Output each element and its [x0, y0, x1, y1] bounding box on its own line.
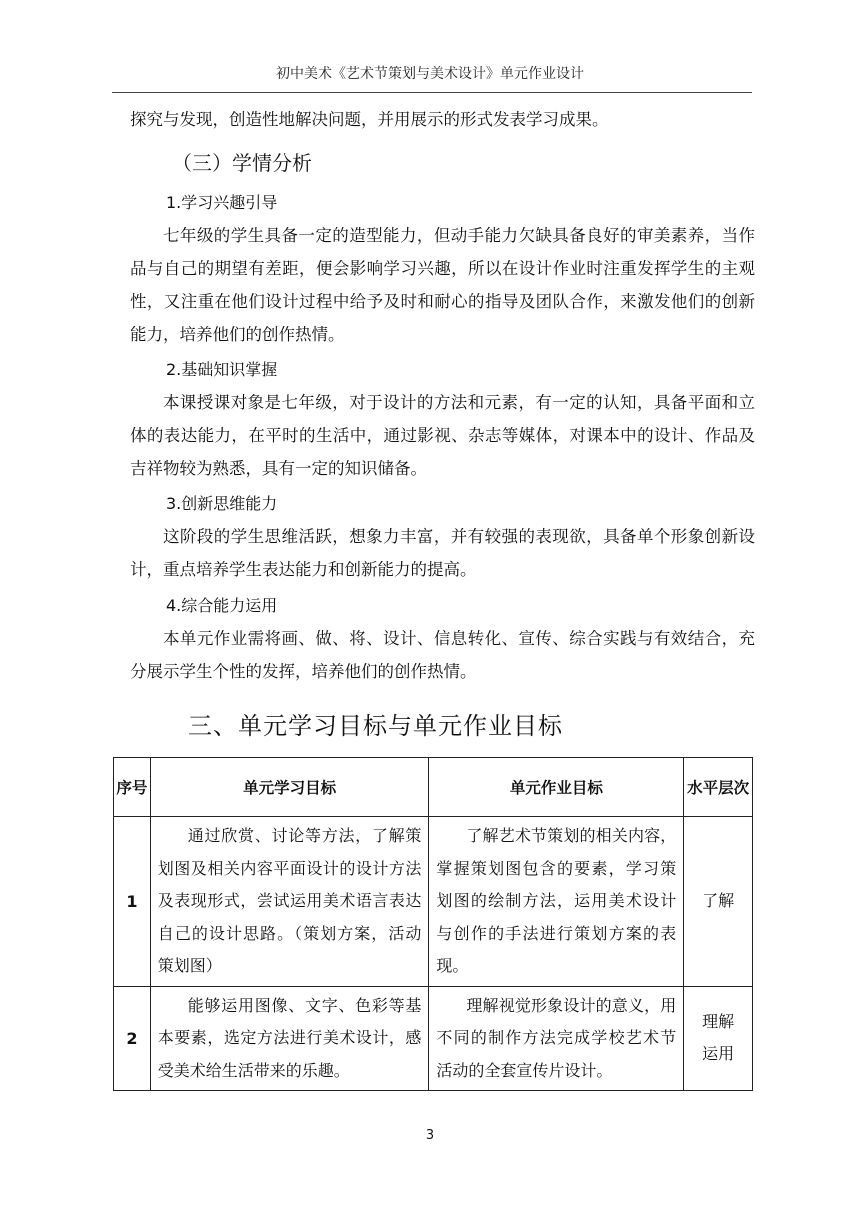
- page-header: 初中美术《艺术节策划与美术设计》单元作业设计: [276, 66, 584, 82]
- paragraph-creativity: 这阶段的学生思维活跃，想象力丰富，并有较强的表现欲，具备单个形象创新设计，重点培养学生表达能力和创新能力的提高。: [130, 527, 755, 579]
- subheading-creativity: 3.创新思维能力: [166, 494, 278, 513]
- header-cell-level: 水平层次: [684, 758, 753, 817]
- table-header-row: [114, 758, 753, 817]
- intro-tail-paragraph: 探究与发现，创造性地解决问题，并用展示的形式发表学习成果。: [130, 110, 609, 129]
- header-cell-number: 序号: [114, 758, 151, 817]
- homework-goal-text: 理解视觉形象设计的意义，用不同的制作方法完成学校艺术节活动的全套宣传片设计。: [436, 995, 677, 1080]
- cell-learning-goal: [150, 817, 429, 987]
- page-number: 3: [425, 1128, 435, 1143]
- homework-goal-text: 了解艺术节策划的相关内容，掌握策划图包含的要素，学习策划图的绘制方法，运用美术设计与创作的手法进行策划方案的表现。: [436, 826, 677, 975]
- table-row: [114, 817, 753, 987]
- subheading-interest: 1.学习兴趣引导: [166, 193, 278, 212]
- subheading-knowledge: 2.基础知识掌握: [166, 360, 278, 379]
- paragraph-comprehensive: 本单元作业需将画、做、将、设计、信息转化、宣传、综合实践与有效结合，充分展示学生个性的发挥，培养他们的创作热情。: [130, 629, 755, 681]
- cell-homework-goal: [429, 817, 684, 987]
- level-text: 了解: [702, 891, 735, 911]
- goals-table: [113, 757, 753, 1091]
- header-divider: [112, 92, 752, 93]
- section-heading-learning-analysis: （三）学情分析: [172, 151, 312, 175]
- cell-learning-goal: [150, 986, 429, 1091]
- learning-goal-text: 能够运用图像、文字、色彩等基本要素，选定方法进行美术设计，感受美术给生活带来的乐趣。: [157, 995, 422, 1080]
- paragraph-interest: 七年级的学生具备一定的造型能力，但动手能力欠缺具备良好的审美素养，当作品与自己的期望有差距，便会影响学习兴趣，所以在设计作业时注重发挥学生的主观性，又注重在他们设计过程中给予及时和耐心的指导及团队合作，来激发他们的创新能力，培养他们的创作热情。: [130, 226, 755, 344]
- header-cell-homework-goal: 单元作业目标: [429, 758, 684, 817]
- learning-goal-text: 通过欣赏、讨论等方法，了解策划图及相关内容平面设计的设计方法及表现形式，尝试运用美术语言表达自己的设计思路。（策划方案，活动策划图）: [157, 826, 422, 975]
- cell-level: [684, 986, 753, 1091]
- cell-number: 2: [114, 986, 151, 1091]
- level-text: 理解运用: [702, 1012, 735, 1064]
- cell-level: [684, 817, 753, 987]
- table-row: [114, 986, 753, 1091]
- paragraph-knowledge: 本课授课对象是七年级，对于设计的方法和元素，有一定的认知，具备平面和立体的表达能力，在平时的生活中，通过影视、杂志等媒体，对课本中的设计、作品及吉祥物较为熟悉，具有一定的知识储备。: [130, 393, 755, 478]
- subheading-comprehensive: 4.综合能力运用: [166, 596, 278, 615]
- header-cell-learning-goal: 单元学习目标: [150, 758, 429, 817]
- cell-homework-goal: [429, 986, 684, 1091]
- goals-section-heading: 三、单元学习目标与单元作业目标: [188, 712, 563, 740]
- cell-number: 1: [114, 817, 151, 987]
